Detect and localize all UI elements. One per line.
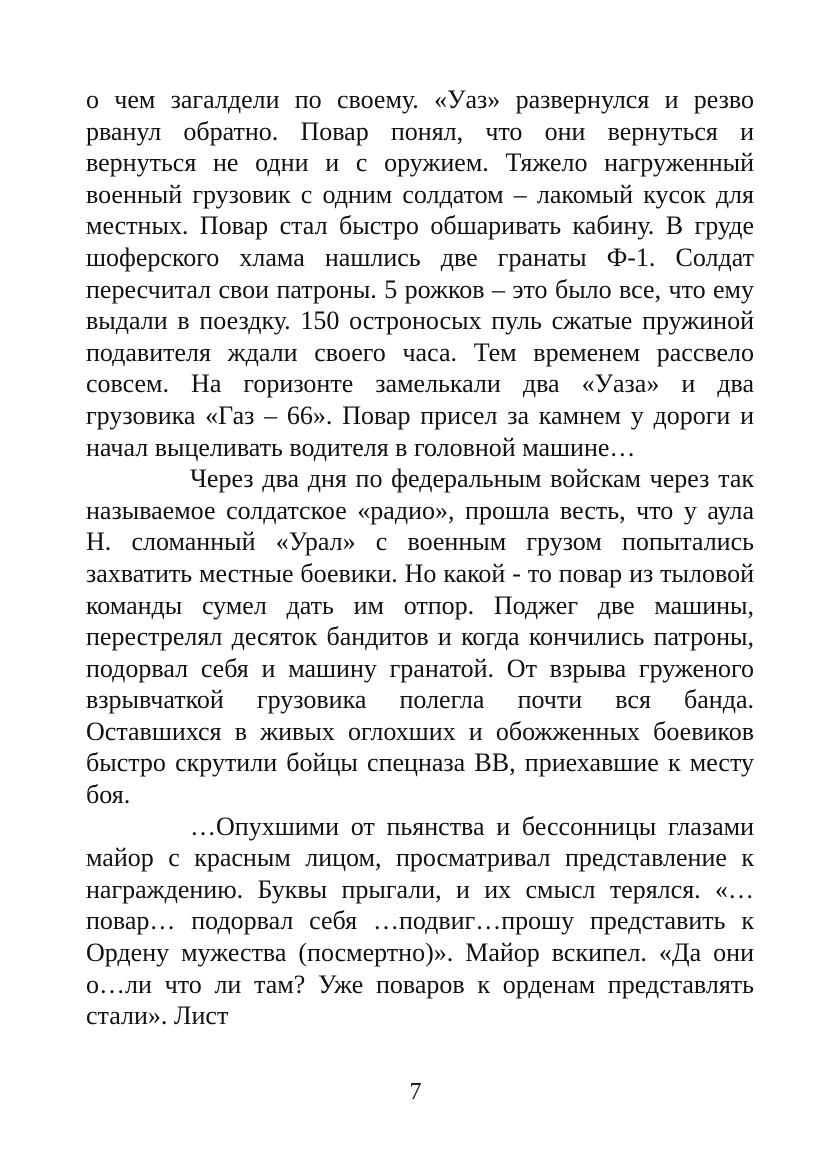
page-number: 7 bbox=[409, 1079, 422, 1105]
body-text bbox=[86, 84, 754, 1032]
paragraph-3: …Опухшими от пьянства и бессонницы глазами майор с красным лицом, просматривал представление к награждению. Буквы прыгали, и их смысл терялся. «… повар… подорвал себя …подвиг…прошу представить к Ордену мужества (посмертно)». Майор вскипел. «Да они о…ли что ли там? Уже поваров к орденам представлять стали». Лист bbox=[86, 811, 754, 1031]
paragraph-2: Через два дня по федеральным войскам через так называемое солдатское «радио», прошла весть, что у аула Н. сломанный «Урал» с военным грузом попытались захватить местные боевики. Но какой - то повар из тыловой команды сумел дать им отпор. Поджег две машины, перестрелял десяток бандитов и когда кончились патроны, подорвал себя и машину гранатой. От взрыва груженого взрывчаткой грузовика полегла почти вся банда. Оставшихся в живых оглохших и обожженных боевиков быстро скрутили бойцы спецназа ВВ, приехавшие к месту боя. bbox=[86, 464, 754, 810]
paragraph-1: о чем загалдели по своему. «Уаз» развернулся и резво рванул обратно. Повар понял, что они вернуться и вернуться не одни и с оружием. Тяжело нагруженный военный грузовик с одним солдатом – лакомый кусок для местных. Повар стал быстро обшаривать кабину. В груде шоферского хлама нашлись две гранаты Ф-1. Солдат пересчитал свои патроны. 5 рожков – это было все, что ему выдали в поездку. 150 остроносых пуль сжатые пружиной подавителя ждали своего часа. Тем временем рассвело совсем. На горизонте замелькали два «Уаза» и два грузовика «Газ – 66». Повар присел за камнем у дороги и начал выцеливать водителя в головной машине… bbox=[86, 85, 754, 462]
